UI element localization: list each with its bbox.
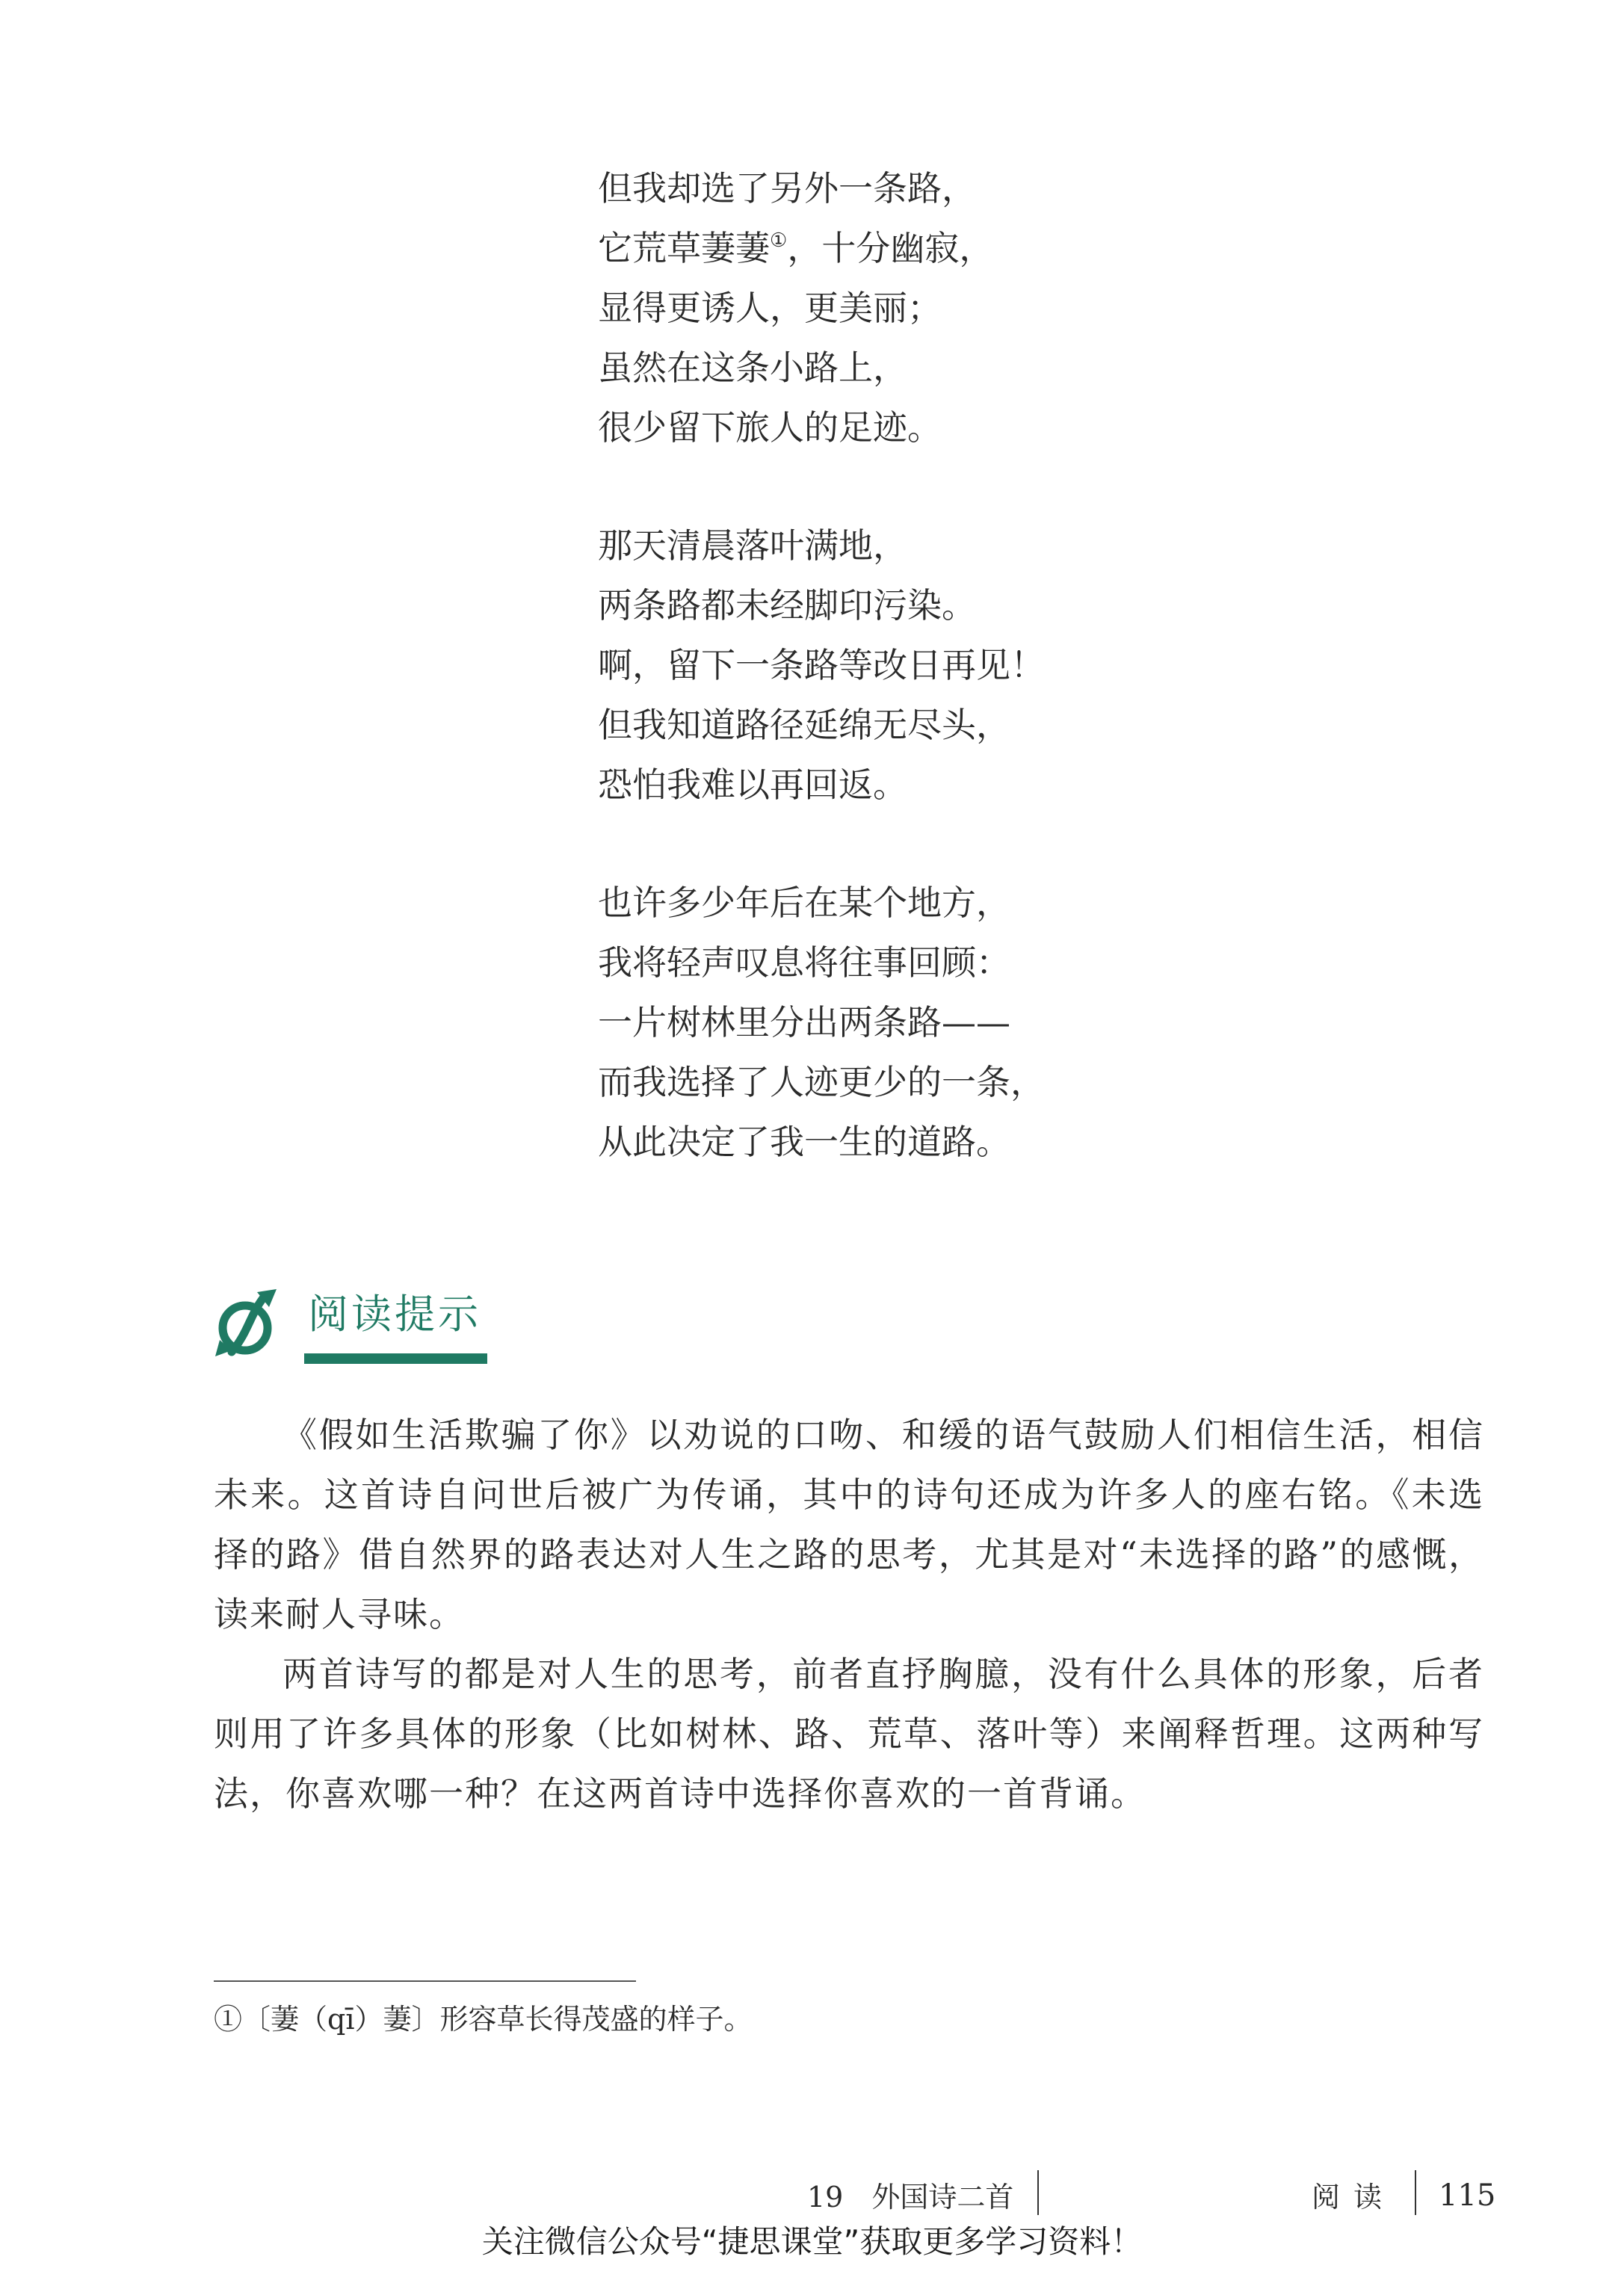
reading-tips-logo-icon	[211, 1288, 285, 1362]
reading-tips-body	[214, 1405, 1484, 1823]
footnote-marker: ①	[770, 229, 788, 252]
poem-line: 恐怕我难以再回返。	[598, 765, 907, 805]
footer-divider	[1415, 2170, 1416, 2215]
poem	[598, 158, 1420, 1230]
poem-line: 我将轻声叹息将往事回顾：	[598, 942, 1010, 983]
promo-banner-text: 关注微信公众号“捷思课堂”获取更多学习资料！	[481, 2223, 1143, 2260]
poem-stanza-1	[598, 158, 1420, 457]
poem-line: 很少留下旅人的足迹。	[598, 407, 942, 448]
footnote: ①〔萋（qī）萋〕形容草长得茂盛的样子。	[214, 2003, 753, 2036]
reading-tips-header	[211, 1282, 510, 1379]
poem-line: 两条路都未经脚印污染。	[598, 585, 976, 626]
poem-line-with-footnote	[598, 218, 1420, 278]
reading-tips-paragraph: 两首诗写的都是对人生的思考，前者直抒胸臆，没有什么具体的形象，后者则用了许多具体的形象（比如树林、路、荒草、落叶等）来阐释哲理。这两种写法，你喜欢哪一种？在这两首诗中选择你喜欢的一首背诵。	[214, 1654, 1484, 1814]
poem-line: 显得更诱人，更美丽；	[598, 288, 942, 328]
reading-tips-paragraph: 《假如生活欺骗了你》以劝说的口吻、和缓的语气鼓励人们相信生活，相信未来。这首诗自问世后被广为传诵，其中的诗句还成为许多人的座右铭。《未选择的路》借自然界的路表达对人生之路的思考，尤其是对“未选择的路”的感慨，读来耐人寻味。	[214, 1415, 1484, 1634]
poem-line-text: ，十分幽寂，	[787, 228, 994, 268]
poem-line-text: 它荒草萋萋	[598, 228, 770, 268]
poem-stanza-2	[598, 516, 1420, 815]
poem-line: 从此决定了我一生的道路。	[598, 1122, 1010, 1162]
poem-line: 而我选择了人迹更少的一条，	[598, 1062, 1045, 1102]
poem-line: 但我知道路径延绵无尽头，	[598, 705, 1010, 745]
poem-line: 但我却选了另外一条路，	[598, 168, 976, 209]
poem-line: 虽然在这条小路上，	[598, 348, 907, 388]
poem-line: 啊，留下一条路等改日再见！	[598, 645, 1045, 685]
footnote-divider	[214, 1980, 636, 1982]
reading-tips-underline	[304, 1353, 487, 1364]
footer-chapter-title: 19 外国诗二首	[807, 2181, 1014, 2214]
footer-section-label: 阅读	[1312, 2181, 1396, 2214]
poem-line: 也许多少年后在某个地方，	[598, 883, 1010, 923]
reading-tips-title: 阅读提示	[308, 1291, 481, 1338]
footer-divider	[1037, 2170, 1039, 2215]
poem-line: 一片树林里分出两条路——	[598, 1002, 1010, 1043]
poem-stanza-3	[598, 873, 1420, 1172]
poem-line: 那天清晨落叶满地，	[598, 525, 907, 566]
page-number: 115	[1439, 2178, 1496, 2213]
